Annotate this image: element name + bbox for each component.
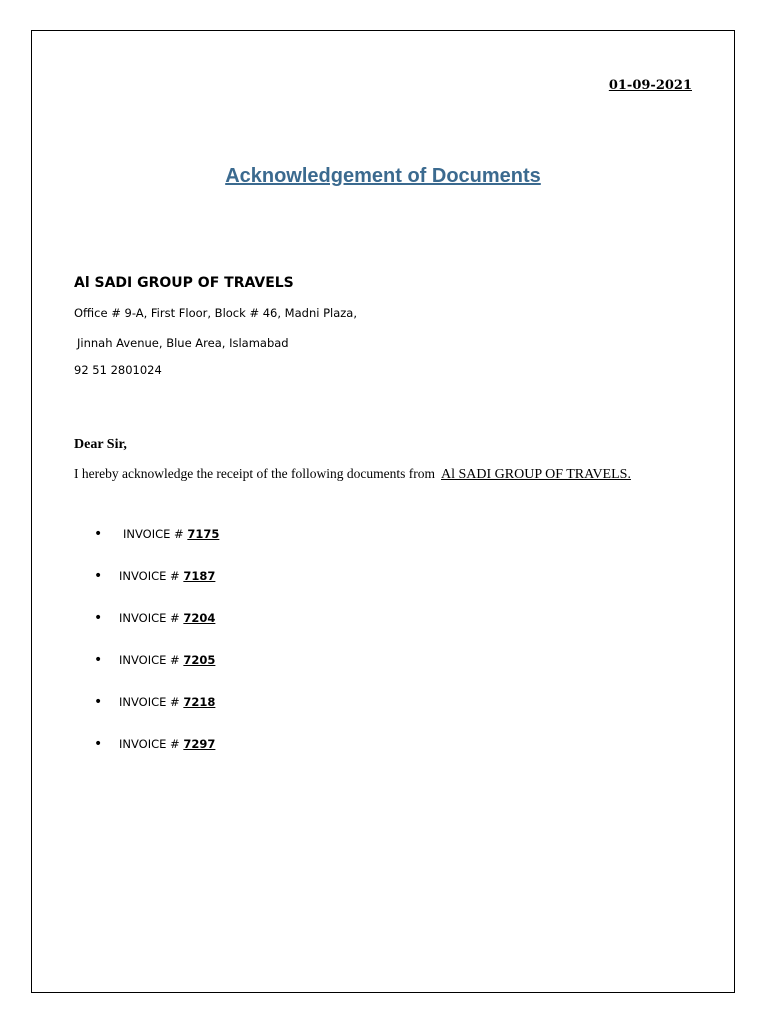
invoice-number: 7204 [183,611,216,625]
invoice-label [119,693,215,711]
bullet-icon: • [94,652,103,668]
invoice-label [123,525,219,543]
bullet-icon: • [94,526,103,542]
bullet-icon: • [94,610,103,626]
invoice-number: 7205 [183,653,216,667]
bullet-icon: • [94,736,103,752]
invoice-label [119,567,215,585]
invoice-label-text: INVOICE # [119,653,184,667]
invoice-label [119,735,215,753]
acknowledgement-text: I hereby acknowledge the receipt of the following documents from [74,466,435,481]
invoice-label [119,609,215,627]
invoice-label-text: INVOICE # [119,695,184,709]
invoice-number: 7187 [183,569,216,583]
company-reference: Al SADI GROUP OF TRAVELS. [441,467,631,482]
bullet-icon: • [94,694,103,710]
document-title: Acknowledgement of Documents [225,165,541,187]
invoice-label-text: INVOICE # [119,569,184,583]
acknowledgement-paragraph [74,461,694,488]
company-address-line2: Jinnah Avenue, Blue Area, Islamabad [77,336,289,350]
invoice-number: 7218 [183,695,216,709]
company-name: Al SADI GROUP OF TRAVELS [74,275,294,291]
invoice-label-text: INVOICE # [119,611,184,625]
bullet-icon: • [94,568,103,584]
invoice-label-text: INVOICE # [119,737,184,751]
document-page [31,30,735,993]
invoice-number: 7175 [187,527,220,541]
salutation: Dear Sir, [74,437,127,452]
invoice-label-text: INVOICE # [123,527,188,541]
invoice-number: 7297 [183,737,216,751]
document-date: 01-09-2021 [608,78,692,93]
invoice-label [119,651,215,669]
company-phone: 92 51 2801024 [74,363,162,377]
company-address-line1: Office # 9-A, First Floor, Block # 46, Madni Plaza, [74,306,358,320]
